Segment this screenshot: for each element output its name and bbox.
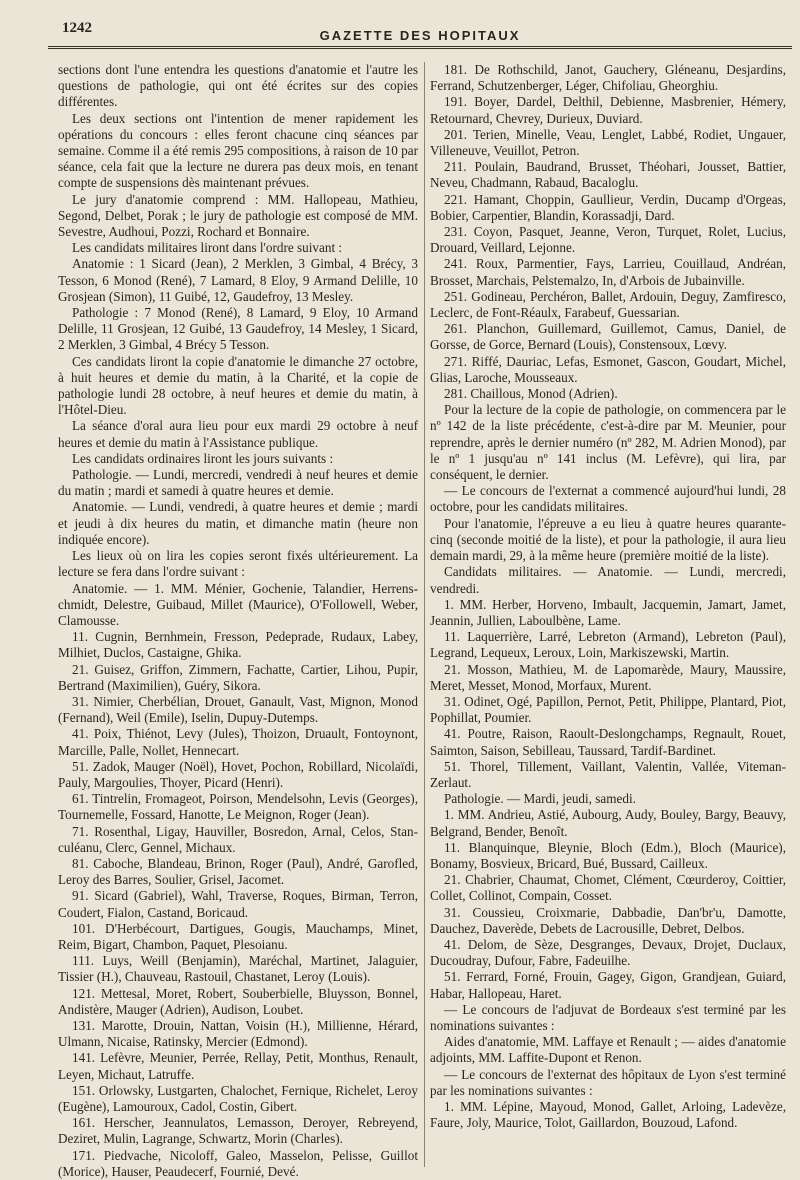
paragraph: 201. Terien, Minelle, Veau, Lenglet, Labbé, Rodiet, Ungauer, Villeneuve, Veuillot, Petron. xyxy=(430,126,786,159)
paragraph: Pour la lecture de la copie de pathologie, on commencera par le nº 142 de la liste précédente, c'est-à-dire par M. Meunier, pour reprendre, après le dernier numéro (nº 282, M. Adrien Monod), par le nº 1 jusqu'au nº 141 inclus (M. Lefèvre), qui lira, par conséquent, le dernier. xyxy=(430,402,786,483)
paragraph: 141. Lefèvre, Meunier, Perrée, Rellay, Petit, Monthus, Renault, Leyen, Michaut, Latruffe. xyxy=(58,1050,418,1082)
right-column xyxy=(430,62,786,1167)
paragraph: 41. Poutre, Raison, Raoult-Deslongchamps, Regnault, Rouet, Saimton, Saison, Sebilleau, Taussard, Tardif-Bardinet. xyxy=(430,726,786,758)
column-divider xyxy=(424,62,425,1167)
paragraph: Aides d'anatomie, MM. Laffaye et Renault ; — aides d'anatomie adjoints, MM. Laffite-Dupont et Renon. xyxy=(430,1034,786,1066)
paragraph: Les candidats militaires liront dans l'ordre suivant : xyxy=(72,240,343,256)
paragraph: 91. Sicard (Gabriel), Wahl, Traverse, Roques, Birman, Terron, Coudert, Fialon, Castand, Boricaud. xyxy=(58,888,418,920)
paragraph: Anatomie : 1 Sicard (Jean), 2 Merklen, 3 Gimbal, 4 Brécy, 3 Tesson, 6 Monod (René), 7 Lamard, 8 Eloy, 9 Armand Delille, 10 Grosjean (Simon), 11 Guibé, 12, Gaudefroy, 13 Mesley. xyxy=(58,256,418,304)
paragraph: 261. Planchon, Guillemard, Guillemot, Camus, Daniel, de Gorsse, de Gorce, Bernard (Louis), Constensoux, Lœvy. xyxy=(430,321,786,353)
paragraph: 1. MM. Andrieu, Astié, Aubourg, Audy, Bouley, Bargy, Beauvy, Belgrand, Bender, Benoît. xyxy=(430,807,786,839)
paragraph: 51. Zadok, Mauger (Noël), Hovet, Pochon, Robillard, Nicolaïdi, Pauly, Margoulies, Thoyer, Picard (Henri). xyxy=(58,758,418,790)
paragraph: 161. Herscher, Jeannulatos, Lemasson, Deroyer, Rebreyend, Deziret, Mulin, Lagrange, Schwartz, Morin (Charles). xyxy=(58,1115,418,1147)
paragraph: Pathologie : 7 Monod (René), 8 Lamard, 9 Eloy, 10 Armand Delille, 11 Grosjean, 12 Guibé, 13 Gaudefroy, 14 Mesley, 1 Sicard, 2 Merklen, 3 Gimbal, 4 Brécy 5 Tesson. xyxy=(58,305,418,353)
masthead-title: GAZETTE DES HOPITAUX xyxy=(319,28,521,43)
left-column xyxy=(58,62,418,1179)
paragraph: 111. Luys, Weill (Benjamin), Maréchal, Martinet, Jalaguier, Tissier (H.), Chauveau, Rastouil, Chastanet, Leroy (Louis). xyxy=(58,953,418,985)
paragraph: 11. Laquerrière, Larré, Lebreton (Armand), Lebreton (Paul), Legrand, Lequeux, Leroux, Loin, Markiszewski, Martin. xyxy=(430,629,786,661)
paragraph: 21. Chabrier, Chaumat, Chomet, Clément, Cœurderoy, Coittier, Collet, Collinot, Compain, Cosset. xyxy=(430,872,786,904)
paragraph: 41. Poix, Thiénot, Levy (Jules), Thoizon, Druault, Fontoynont, Marcille, Palle, Nollet, Hennecart. xyxy=(58,726,418,758)
paragraph: 131. Marotte, Drouin, Nattan, Voisin (H.), Millienne, Hérard, Ulmann, Nicaise, Ratinsky, Mercier (Edmond). xyxy=(58,1017,418,1050)
paragraph: Anatomie. — Lundi, vendredi, à quatre heures et demie ; mardi et jeudi à dix heures du matin, et dimanche matin (heure non indiquée encore). xyxy=(58,499,418,547)
paragraph: 101. D'Herbécourt, Dartigues, Gougis, Mauchamps, Minet, Reim, Bigart, Chambon, Paquet, Plesoianu. xyxy=(58,920,418,952)
page-number: 1242 xyxy=(62,20,92,36)
page-header xyxy=(48,16,792,44)
paragraph: 51. Ferrard, Forné, Frouin, Gagey, Gigon, Grandjean, Guiard, Habar, Hallopeau, Haret. xyxy=(430,969,786,1001)
paragraph: 221. Hamant, Choppin, Gaullieur, Verdin, Ducamp d'Orgeas, Bobier, Carpentier, Blandin, Korassadji, Dard. xyxy=(430,191,786,223)
paragraph: 11. Blanquinque, Bleynie, Bloch (Edm.), Bloch (Maurice), Bonamy, Bosvieux, Bricard, Bué, Bussard, Cailleux. xyxy=(430,839,786,871)
paragraph: 21. Guisez, Griffon, Zimmern, Fachatte, Cartier, Lihou, Pupir, Bertrand (Maximilien), Guéry, Sikora. xyxy=(58,661,418,693)
paragraph: 31. Odinet, Ogé, Papillon, Pernot, Petit, Philippe, Plantard, Piot, Pophillat, Poumier. xyxy=(430,693,786,726)
paragraph: 31. Coussieu, Croixmarie, Dabbadie, Dan'br'u, Damotte, Dauchez, Daverède, Debets de Lacrousille, Debret, Delbos. xyxy=(430,904,786,936)
paragraph: 31. Nimier, Cherbélian, Drouet, Ganault, Vast, Mignon, Monod (Fernand), Weil (Emile), Iselin, Dupuy-Dutemps. xyxy=(58,693,418,726)
paragraph: 241. Roux, Parmentier, Fays, Larrieu, Couillaud, Andréan, Brosset, Marchais, Pelstemalzo, In, d'Arbois de Jubainville. xyxy=(430,256,786,288)
paragraph: 121. Mettesal, Moret, Robert, Souberbielle, Bluysson, Bonnel, Andistère, Mauger (Adrien), Audison, Loubet. xyxy=(58,985,418,1017)
paragraph: 181. De Rothschild, Janot, Gauchery, Gléneanu, Desjardins, Ferrand, Schutzenberger, Léger, Chifoliau, Gheorghiu. xyxy=(430,62,786,94)
paragraph: La séance d'oral aura lieu pour eux mardi 29 octobre à neuf heures et demie du matin à l'Assistance publique. xyxy=(58,418,418,450)
header-rule xyxy=(48,46,792,49)
paragraph: 71. Rosenthal, Ligay, Hauviller, Bosredon, Arnal, Celos, Stan-culéanu, Clerc, Gennel, Michaux. xyxy=(58,823,418,855)
paragraph: 281. Chaillous, Monod (Adrien). xyxy=(444,386,618,402)
paragraph: Ces candidats liront la copie d'anatomie le dimanche 27 octobre, à huit heures et demie du matin, à la Charité, et la copie de pathologie lundi 28 octobre, à neuf heures et demie du matin, à l'Hôtel-Dieu. xyxy=(58,353,418,418)
paragraph: Le jury d'anatomie comprend : MM. Hallopeau, Mathieu, Segond, Delbet, Porak ; le jury de pathologie est composé de MM. Sevestre, Audhoui, Pozzi, Rochard et Bonnaire. xyxy=(58,191,418,240)
paragraph: Pathologie. — Lundi, mercredi, vendredi à neuf heures et demie du matin ; mardi et samedi à quatre heures et demie. xyxy=(58,467,418,499)
paragraph: Pour l'anatomie, l'épreuve a eu lieu à quatre heures quarante-cinq (seconde moitié de la liste), et pour la pathologie, il aura lieu demain mardi, 29, à la même heure (première moitié de la liste). xyxy=(430,515,786,564)
paragraph: Pathologie. — Mardi, jeudi, samedi. xyxy=(444,791,636,807)
paragraph: Les deux sections ont l'intention de mener rapidement les opérations du concours : elles feront chacune cinq séances par semaine. Comme il a été remis 295 compositions, à raison de 10 par séance, cela fait que la lecture ne durera pas deux mois, en tenant compte de suspensions dès maintenant prévues. xyxy=(58,110,418,191)
paragraph: — Le concours de l'externat des hôpitaux de Lyon s'est terminé par les nominations suivantes : xyxy=(430,1066,786,1098)
paragraph: 211. Poulain, Baudrand, Brusset, Théohari, Jousset, Battier, Neveu, Chadmann, Rabaud, Bacaloglu. xyxy=(430,159,786,191)
paragraph: 251. Godineau, Perchéron, Ballet, Ardouin, Deguy, Zamfiresco, Leclerc, de Font-Réaulx, Farabeuf, Guessarian. xyxy=(430,288,786,321)
paragraph: 1. MM. Lépine, Mayoud, Monod, Gallet, Arloing, Ladevèze, Faure, Joly, Maurice, Tolot, Gaillardon, Bouzoud, Lafond. xyxy=(430,1099,786,1131)
paragraph: Les candidats ordinaires liront les jours suivants : xyxy=(72,450,334,466)
paragraph: 11. Cugnin, Bernhmein, Fresson, Pedeprade, Rudaux, Labey, Milhiet, Duclos, Castaigne, Ghika. xyxy=(58,629,418,661)
paragraph: Anatomie. — 1. MM. Ménier, Gochenie, Talandier, Herrens-chmidt, Delestre, Guibaud, Millet (Maurice), O'Followell, Weber, Clamousse. xyxy=(58,580,418,628)
paragraph: sections dont l'une entendra les questions d'anatomie et l'autre les questions de pathologie, qui ont été écrites sur des copies différentes. xyxy=(58,62,418,110)
paragraph: 191. Boyer, Dardel, Delthil, Debienne, Masbrenier, Hémery, Retournard, Chevrey, Durieux, Duviard. xyxy=(430,94,786,126)
paragraph: — Le concours de l'externat a commencé aujourd'hui lundi, 28 octobre, pour les candidats militaires. xyxy=(430,483,786,515)
paragraph: 151. Orlowsky, Lustgarten, Chalochet, Fernique, Richelet, Leroy (Eugène), Lamouroux, Cadol, Costin, Gibert. xyxy=(58,1082,418,1114)
paragraph: Candidats militaires. — Anatomie. — Lundi, mercredi, vendredi. xyxy=(430,564,786,596)
paragraph: 271. Riffé, Dauriac, Lefas, Esmonet, Gascon, Goudart, Michel, Glias, Laroche, Mousseaux. xyxy=(430,353,786,385)
paragraph: 81. Caboche, Blandeau, Brinon, Roger (Paul), André, Garofled, Leroy des Barres, Soulier, Grisel, Jacomet. xyxy=(58,855,418,888)
paragraph: 231. Coyon, Pasquet, Jeanne, Veron, Turquet, Rolet, Lucius, Drouard, Veillard, Lejonne. xyxy=(430,224,786,256)
paragraph: — Le concours de l'adjuvat de Bordeaux s'est terminé par les nominations suivantes : xyxy=(430,1001,786,1033)
paragraph: 61. Tintrelin, Fromageot, Poirson, Mendelsohn, Levis (Georges), Tournemelle, Fossard, Hanotte, Le Meignon, Roger (Jean). xyxy=(58,791,418,823)
paragraph: 21. Mosson, Mathieu, M. de Lapomarède, Maury, Maussire, Meret, Messet, Monod, Morfaux, Murent. xyxy=(430,661,786,693)
paragraph: 41. Delom, de Sèze, Desgranges, Devaux, Drojet, Duclaux, Ducoudray, Dufour, Fabre, Fadeuilhe. xyxy=(430,936,786,969)
paragraph: Les lieux où on lira les copies seront fixés ultérieurement. La lecture se fera dans l'ordre suivant : xyxy=(58,548,418,580)
paragraph: 171. Piedvache, Nicoloff, Galeo, Masselon, Pelisse, Guillot (Morice), Hauser, Peaudecerf, Fournié, Devé. xyxy=(58,1147,418,1179)
paragraph: 1. MM. Herber, Horveno, Imbault, Jacquemin, Jamart, Jamet, Jeannin, Jullien, Laboulbène, Lame. xyxy=(430,596,786,628)
paragraph: 51. Thorel, Tillement, Vaillant, Valentin, Vallée, Viteman-Zerlaut. xyxy=(430,758,786,790)
